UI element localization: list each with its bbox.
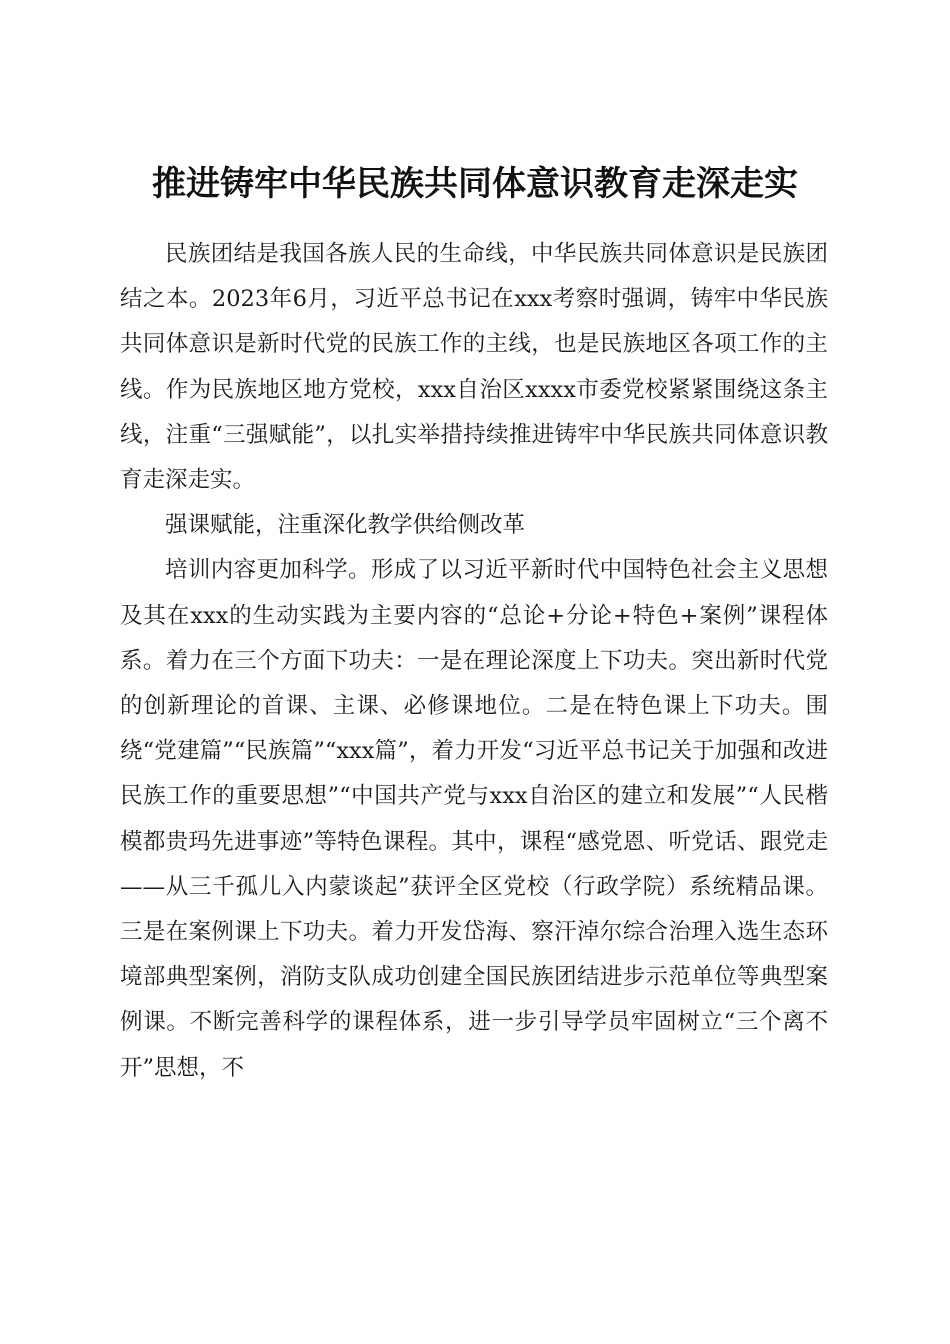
section-heading: 强课赋能，注重深化教学供给侧改革: [165, 512, 526, 539]
paragraph-intro: 民族团结是我国各族人民的生命线，中华民族共同体意识是民族团结之本。2023年6月，习近平总书记在xxx考察时强调，铸牢中华民族共同体意识是新时代党的民族工作的主线，也是民族地区各项工作的主线。作为民族地区地方党校，xxx自治区xxxx市委党校紧紧围绕这条主线，注重“三强赋能”，以扎实举措持续推进铸牢中华民族共同体意识教育走深走实。: [120, 241, 828, 494]
document-title: 推进铸牢中华民族共同体意识教育走深走实: [152, 163, 798, 204]
document-body: [120, 232, 828, 1091]
paragraph-training-content: 培训内容更加科学。形成了以习近平新时代中国特色社会主义思想及其在xxx的生动实践为主要内容的“总论+分论+特色+案例”课程体系。着力在三个方面下功夫：一是在理论深度上下功夫。突出新时代党的创新理论的首课、主课、必修课地位。二是在特色课上下功夫。围绕“党建篇”“民族篇”“xxx篇”，着力开发“习近平总书记关于加强和改进民族工作的重要思想”“中国共产党与xxx自治区的建立和发展”“人民楷模都贵玛先进事迹”等特色课程。其中，课程“感党恩、听党话、跟党走——从三千孤儿入内蒙谈起”获评全区党校（行政学院）系统精品课。三是在案例课上下功夫。着力开发岱海、察汗淖尔综合治理入选生态环境部典型案例，消防支队成功创建全国民族团结进步示范单位等典型案例课。不断完善科学的课程体系，进一步引导学员牢固树立“三个离不开”思想，不: [120, 557, 828, 1081]
